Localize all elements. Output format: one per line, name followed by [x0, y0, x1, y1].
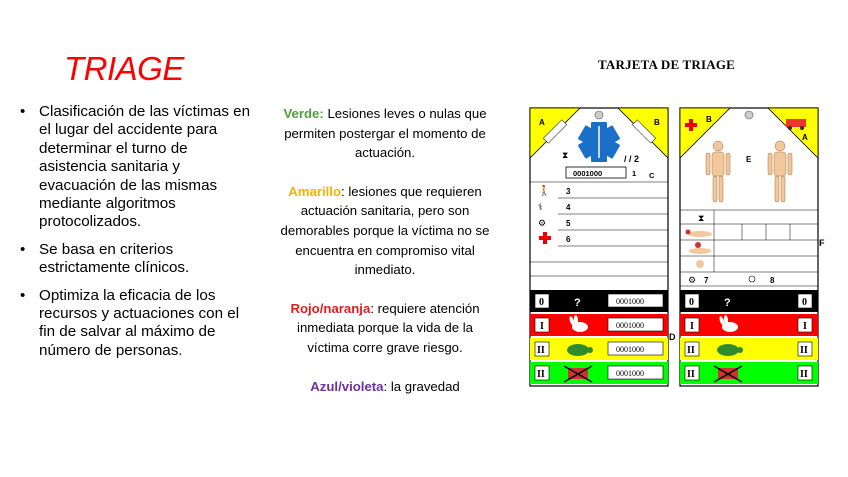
band-level: II — [800, 345, 808, 356]
field-number-2: / / 2 — [624, 154, 640, 164]
band-level: II — [537, 345, 545, 356]
legend-label: Amarillo — [288, 183, 341, 199]
letter-e: E — [746, 155, 752, 164]
row-number: 6 — [566, 235, 571, 244]
slide-title: TRIAGE — [64, 50, 184, 87]
field-number-1: 1 — [632, 169, 637, 178]
legend-label: Verde: — [283, 106, 324, 121]
legend-verde — [280, 104, 490, 163]
band-level: I — [803, 321, 807, 332]
corner-label-a: A — [539, 118, 545, 127]
field-number-8: 8 — [770, 276, 775, 285]
corner-label-a: A — [802, 133, 808, 142]
bullet-item: • Optimiza la eficacia de los recursos y actuaciones con el fin de salvar al máximo de número de personas. — [18, 287, 254, 361]
row-number: 5 — [566, 219, 571, 228]
card-title: TARJETA DE TRIAGE — [598, 57, 736, 72]
bullet-list — [18, 103, 254, 369]
band-symbol: ? — [724, 297, 731, 309]
legend-rojo — [280, 299, 490, 358]
hourglass-icon: ⧗ — [562, 150, 569, 160]
band-symbol: ? — [574, 297, 581, 309]
engine-icon: ⚙ — [538, 218, 547, 228]
bullet-item: • Clasificación de las víctimas en el lugar del accidente para determinar el turno de asistencia sanitaria y evacuación de las mismas mediante algoritmos protocolizados. — [18, 103, 254, 232]
band-level: II — [687, 345, 695, 356]
legend-label: Azul/violeta — [310, 378, 384, 394]
triage-card-front — [528, 106, 670, 388]
band-code: 0001000 — [616, 345, 644, 354]
gear-icon: ⚙ — [688, 275, 697, 285]
legend-amarillo — [280, 182, 490, 280]
triage-card-back — [678, 106, 820, 388]
band-level: II — [800, 369, 808, 380]
card-hole — [595, 111, 603, 119]
lungs-icon: ⚕ — [538, 202, 543, 212]
row-number: 4 — [566, 203, 571, 212]
star-of-life-icon — [578, 122, 621, 162]
band-level: 0 — [802, 297, 807, 308]
color-legend — [280, 104, 490, 415]
legend-text: : requiere atención inmediata porque la vida de la víctima corre grave riesgo. — [297, 300, 480, 355]
band-code: 0001000 — [616, 321, 644, 330]
corner-label-b: B — [654, 118, 660, 127]
legend-text: Lesiones leves o nulas que permiten postergar el momento de actuación. — [284, 106, 487, 161]
legend-azul — [280, 377, 490, 397]
patient-icon — [696, 260, 704, 268]
svg-text:D: D — [669, 332, 676, 342]
band-level: II — [687, 369, 695, 380]
bullet-item: • Se basa en criterios estrictamente clínicos. — [18, 241, 254, 278]
hourglass-icon: ⧗ — [698, 213, 705, 223]
walking-person-icon: 🚶 — [538, 186, 551, 197]
band-level: 0 — [539, 297, 544, 308]
field-number-7: 7 — [704, 276, 709, 285]
band-level: II — [537, 369, 545, 380]
band-code: 0001000 — [616, 369, 644, 378]
band-level: I — [540, 321, 544, 332]
legend-text: : la gravedad — [383, 378, 460, 394]
band-level: 0 — [689, 297, 694, 308]
band-level: I — [690, 321, 694, 332]
legend-label: Rojo/naranja — [290, 300, 371, 316]
tag-code: 0001000 — [573, 169, 603, 178]
band-code: 0001000 — [616, 297, 644, 306]
legend-text: : lesiones que requieren actuación sanitaria, pero son demorables porque la víctima no se encuentra en compromiso vital inmediato. — [280, 183, 490, 278]
letter-c: C — [649, 171, 655, 180]
row-number: 3 — [566, 187, 571, 196]
svg-text:F: F — [819, 238, 825, 248]
corner-label-b: B — [706, 115, 712, 124]
